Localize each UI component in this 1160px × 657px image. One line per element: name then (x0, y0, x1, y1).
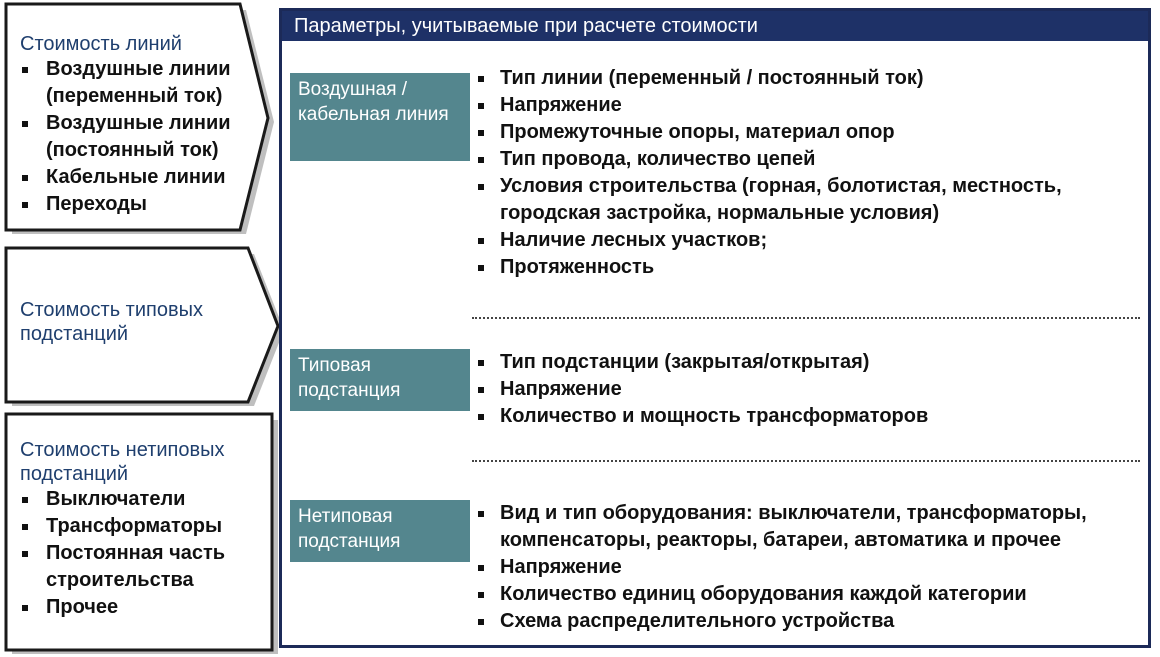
list-item: Напряжение (472, 376, 1132, 403)
typical-substation-box (4, 246, 288, 412)
lines-cost-heading: Стоимость линий (20, 33, 182, 55)
list-item: Напряжение (472, 92, 1132, 119)
typical-substation-heading: Стоимость типовых подстанций (20, 299, 203, 345)
atypical-substation-heading: Стоимость нетиповых подстанций (20, 439, 225, 485)
list-item: Промежуточные опоры, материал опор (472, 119, 1132, 146)
lines-cost-box (4, 2, 280, 242)
section-params-line (472, 65, 1132, 281)
section-params-atypical (472, 500, 1142, 635)
list-item: Напряжение (472, 554, 1142, 581)
list-item: Постоянная часть строительства (20, 540, 226, 594)
list-item: Вид и тип оборудования: выключатели, трансформаторы, компенсаторы, реакторы, батареи, автоматика и прочее (472, 500, 1142, 554)
list-item: Воздушные линии (постоянный ток) (20, 110, 246, 164)
lines-cost-list (20, 56, 270, 218)
section-divider (472, 460, 1140, 462)
list-item: Условия строительства (горная, болотистая, местность, городская застройка, нормальные условия) (472, 173, 1140, 227)
panel-title: Параметры, учитываемые при расчете стоимости (282, 11, 1148, 41)
section-params-typical (472, 349, 1132, 430)
list-item: Воздушные линии (переменный ток) (20, 56, 246, 110)
list-item: Трансформаторы (20, 513, 270, 540)
list-item: Протяженность (472, 254, 1132, 281)
list-item: Тип подстанции (закрытая/открытая) (472, 349, 1132, 376)
list-item: Наличие лесных участков; (472, 227, 1132, 254)
section-divider (472, 317, 1140, 319)
list-item: Прочее (20, 594, 270, 621)
list-item: Переходы (20, 191, 270, 218)
list-item: Количество и мощность трансформаторов (472, 403, 1132, 430)
list-item: Схема распределительного устройства (472, 608, 1142, 635)
list-item: Тип провода, количество цепей (472, 146, 1132, 173)
list-item: Количество единиц оборудования каждой категории (472, 581, 1142, 608)
list-item: Кабельные линии (20, 164, 270, 191)
section-label-atypical: Нетиповая подстанция (290, 500, 470, 562)
atypical-substation-box (4, 412, 280, 656)
parameters-panel (279, 8, 1151, 648)
atypical-substation-list (20, 486, 270, 621)
section-label-line: Воздушная / кабельная линия (290, 73, 470, 161)
list-item: Тип линии (переменный / постоянный ток) (472, 65, 1132, 92)
list-item: Выключатели (20, 486, 270, 513)
section-label-typical: Типовая подстанция (290, 349, 470, 411)
